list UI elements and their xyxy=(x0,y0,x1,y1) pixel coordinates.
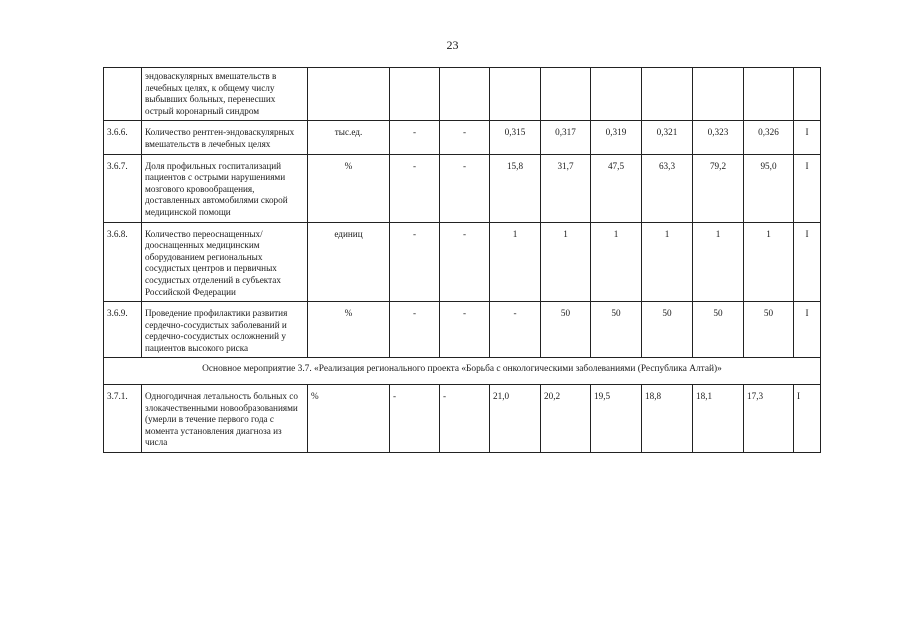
value-cell: I xyxy=(794,121,821,154)
value-cell xyxy=(440,68,490,121)
value-cell: 0,323 xyxy=(693,121,744,154)
indicator-name: Проведение профилактики развития сердечно-сосудистых заболеваний и сердечно-сосудистых осложнений у пациентов высокого риска xyxy=(142,302,308,358)
value-cell: 0,321 xyxy=(642,121,693,154)
indicator-name: Количество рентген-эндоваскулярных вмешательств в лечебных целях xyxy=(142,121,308,154)
value-cell: 50 xyxy=(541,302,591,358)
section-header-row xyxy=(104,358,821,385)
indicators-table xyxy=(103,67,821,453)
value-cell: - xyxy=(390,302,440,358)
row-number: 3.7.1. xyxy=(104,385,142,453)
value-cell xyxy=(693,68,744,121)
value-cell xyxy=(642,68,693,121)
value-cell: - xyxy=(390,121,440,154)
table-row xyxy=(104,154,821,222)
section-title: Основное мероприятие 3.7. «Реализация регионального проекта «Борьба с онкологическими заболеваниями (Республика Алтай)» xyxy=(104,358,821,385)
row-number xyxy=(104,68,142,121)
value-cell: 0,326 xyxy=(744,121,794,154)
value-cell: 63,3 xyxy=(642,154,693,222)
indicator-name: Количество переоснащенных/дооснащенных медицинским оборудованием региональных сосудистых центров и первичных сосудистых отделений в субъектах Российской Федерации xyxy=(142,222,308,302)
value-cell: 15,8 xyxy=(490,154,541,222)
table-row xyxy=(104,68,821,121)
value-cell: 1 xyxy=(744,222,794,302)
value-cell: 50 xyxy=(693,302,744,358)
value-cell: 0,319 xyxy=(591,121,642,154)
value-cell: - xyxy=(390,385,440,453)
row-number: 3.6.7. xyxy=(104,154,142,222)
unit-cell: тыс.ед. xyxy=(308,121,390,154)
row-number: 3.6.9. xyxy=(104,302,142,358)
value-cell: 50 xyxy=(744,302,794,358)
value-cell: 1 xyxy=(642,222,693,302)
value-cell: - xyxy=(440,385,490,453)
value-cell: I xyxy=(794,222,821,302)
table-row xyxy=(104,302,821,358)
table-row xyxy=(104,121,821,154)
indicator-name: Доля профильных госпитализаций пациентов с острыми нарушениями мозгового кровообращения, доставленных автомобилями скорой медицинской помощи xyxy=(142,154,308,222)
value-cell: - xyxy=(440,154,490,222)
value-cell: 50 xyxy=(642,302,693,358)
value-cell: - xyxy=(440,121,490,154)
indicator-name: Одногодичная летальность больных со злокачественными новообразованиями (умерли в течение первого года с момента установления диагноза из числа xyxy=(142,385,308,453)
value-cell xyxy=(390,68,440,121)
value-cell: - xyxy=(440,222,490,302)
value-cell: - xyxy=(440,302,490,358)
value-cell: 47,5 xyxy=(591,154,642,222)
value-cell: 1 xyxy=(693,222,744,302)
value-cell: 19,5 xyxy=(591,385,642,453)
value-cell xyxy=(541,68,591,121)
value-cell: 17,3 xyxy=(744,385,794,453)
value-cell: 1 xyxy=(541,222,591,302)
value-cell: 1 xyxy=(490,222,541,302)
value-cell: 18,8 xyxy=(642,385,693,453)
value-cell xyxy=(794,68,821,121)
table-row xyxy=(104,222,821,302)
value-cell: 0,317 xyxy=(541,121,591,154)
value-cell: 1 xyxy=(591,222,642,302)
value-cell: I xyxy=(794,154,821,222)
page-number: 23 xyxy=(446,38,459,52)
value-cell: - xyxy=(490,302,541,358)
value-cell: 20,2 xyxy=(541,385,591,453)
value-cell: I xyxy=(794,302,821,358)
table-row xyxy=(104,385,821,453)
value-cell: 95,0 xyxy=(744,154,794,222)
value-cell xyxy=(744,68,794,121)
value-cell: - xyxy=(390,222,440,302)
value-cell: 79,2 xyxy=(693,154,744,222)
value-cell: - xyxy=(390,154,440,222)
value-cell: 18,1 xyxy=(693,385,744,453)
value-cell xyxy=(591,68,642,121)
unit-cell: % xyxy=(308,385,390,453)
value-cell: 0,315 xyxy=(490,121,541,154)
value-cell: 50 xyxy=(591,302,642,358)
value-cell: 31,7 xyxy=(541,154,591,222)
row-number: 3.6.6. xyxy=(104,121,142,154)
unit-cell: % xyxy=(308,154,390,222)
unit-cell: единиц xyxy=(308,222,390,302)
value-cell: I xyxy=(794,385,821,453)
row-number: 3.6.8. xyxy=(104,222,142,302)
indicator-name: эндоваскулярных вмешательств в лечебных целях, к общему числу выбывших больных, перенесших острый коронарный синдром xyxy=(142,68,308,121)
unit-cell: % xyxy=(308,302,390,358)
value-cell xyxy=(490,68,541,121)
value-cell: 21,0 xyxy=(490,385,541,453)
unit-cell xyxy=(308,68,390,121)
